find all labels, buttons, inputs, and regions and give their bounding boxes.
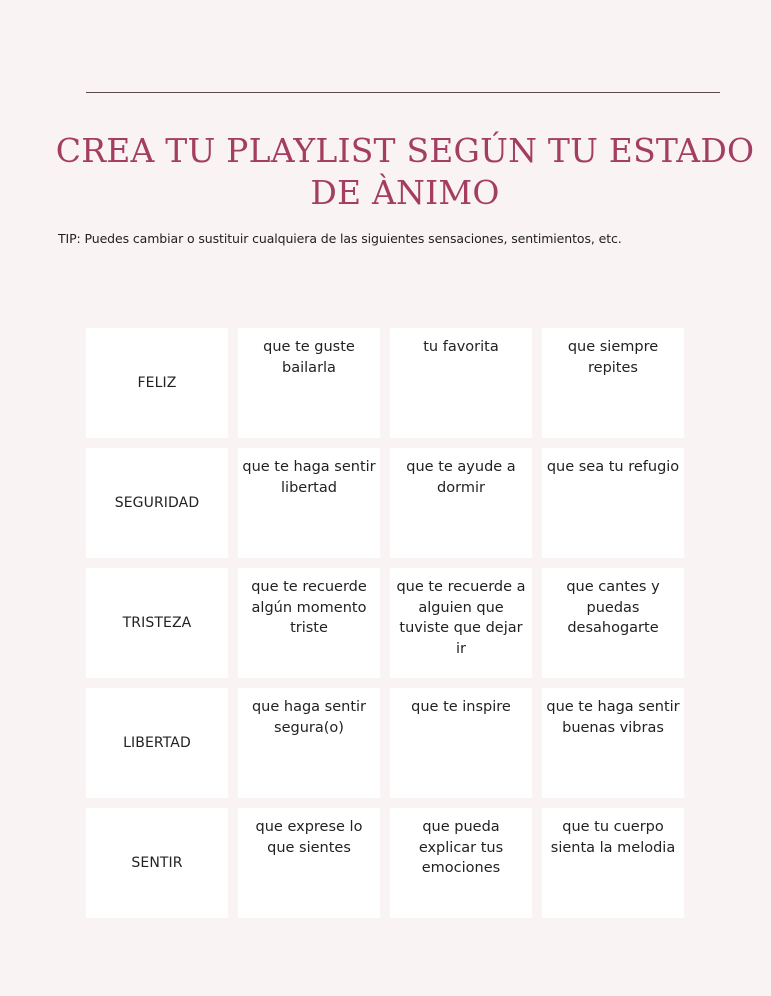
mood-label-seguridad: SEGURIDAD	[86, 448, 228, 558]
grid-cell: que te guste bailarla	[238, 328, 380, 438]
grid-cell: que tu cuerpo sienta la melodia	[542, 808, 684, 918]
mood-label-libertad: LIBERTAD	[86, 688, 228, 798]
top-divider-line	[86, 92, 720, 93]
grid-cell: que te ayude a dormir	[390, 448, 532, 558]
grid-cell: que cantes y puedas desahogarte	[542, 568, 684, 678]
grid-cell: que te haga sentir libertad	[238, 448, 380, 558]
playlist-grid	[86, 328, 684, 918]
mood-label-tristeza: TRISTEZA	[86, 568, 228, 678]
grid-cell: que pueda explicar tus emociones	[390, 808, 532, 918]
grid-cell: que te haga sentir buenas vibras	[542, 688, 684, 798]
grid-cell: que te inspire	[390, 688, 532, 798]
grid-cell: que te recuerde a alguien que tuviste que dejar ir	[390, 568, 532, 678]
tip-text: TIP: Puedes cambiar o sustituir cualquiera de las siguientes sensaciones, sentimientos, etc.	[58, 231, 622, 246]
mood-label-sentir: SENTIR	[86, 808, 228, 918]
grid-cell: que te recuerde algún momento triste	[238, 568, 380, 678]
grid-cell: que exprese lo que sientes	[238, 808, 380, 918]
grid-cell: que haga sentir segura(o)	[238, 688, 380, 798]
mood-label-feliz: FELIZ	[86, 328, 228, 438]
grid-cell: tu favorita	[390, 328, 532, 438]
grid-cell: que sea tu refugio	[542, 448, 684, 558]
page-title: CREA TU PLAYLIST SEGÚN TU ESTADO DE ÀNIMO	[55, 131, 755, 212]
grid-cell: que siempre repites	[542, 328, 684, 438]
